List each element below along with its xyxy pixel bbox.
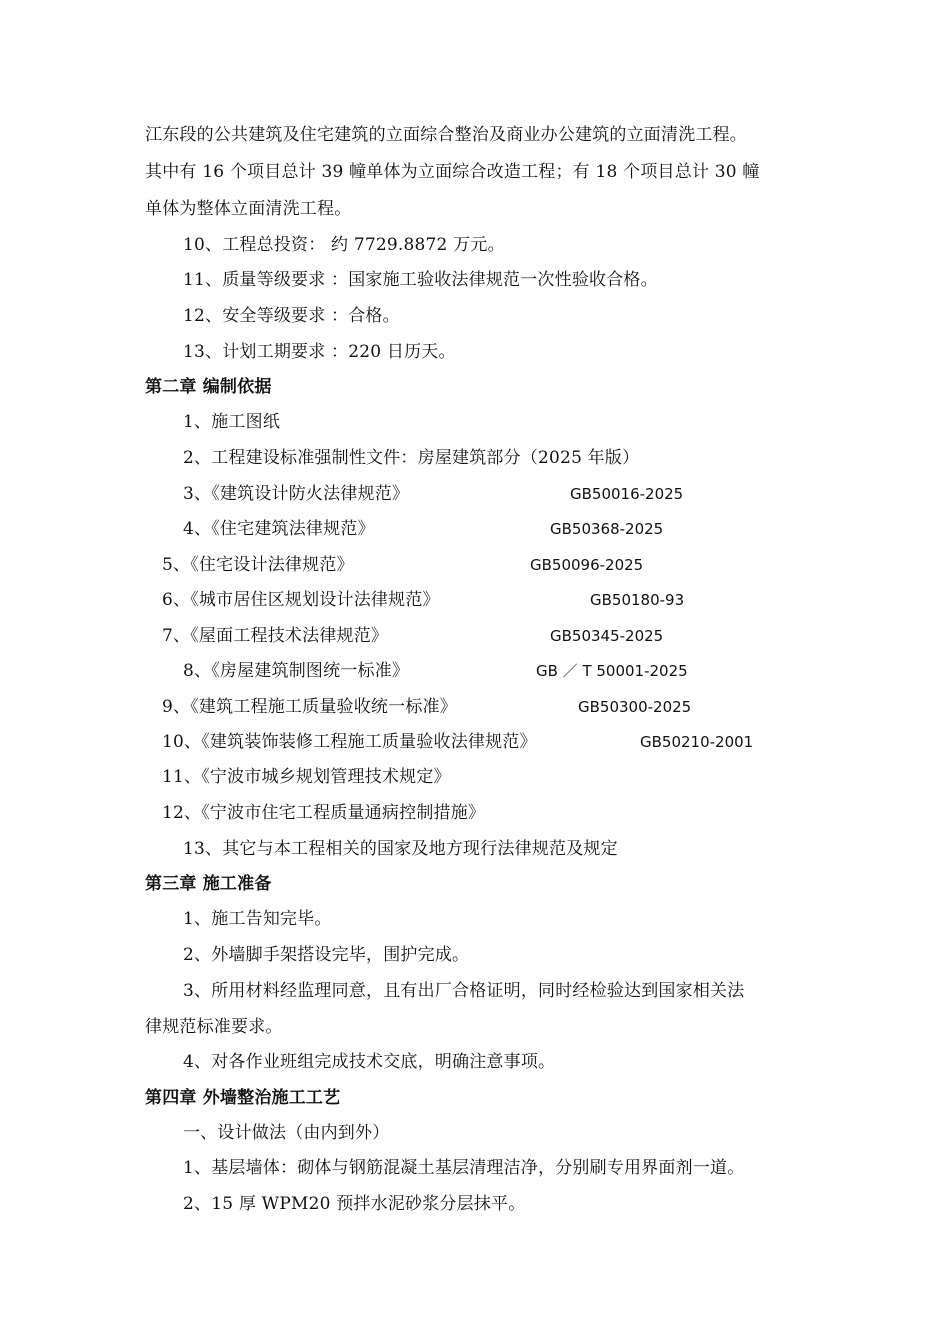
basis-item: 9、《建筑工程施工质量验收统一标准》 <box>162 697 457 717</box>
standard-code: GB ／ T 50001-2025 <box>536 662 688 680</box>
basis-item: 3、《建筑设计防火法律规范》 <box>183 484 410 504</box>
design-item: 2、15 厚 WPM20 预拌水泥砂浆分层抹平。 <box>183 1194 526 1214</box>
chapter-3-heading: 第三章 施工准备 <box>145 874 272 894</box>
standard-code: GB50210-2001 <box>640 733 754 751</box>
basis-item: 5、《住宅设计法律规范》 <box>162 555 354 575</box>
standard-code: GB50096-2025 <box>530 556 644 574</box>
prep-item: 1、施工告知完毕。 <box>183 909 332 929</box>
standard-code: GB50300-2025 <box>578 698 692 716</box>
prep-item: 2、外墙脚手架搭设完毕，围护完成。 <box>183 945 470 965</box>
chapter-2-heading: 第二章 编制依据 <box>145 377 272 397</box>
basis-item: 11、《宁波市城乡规划管理技术规定》 <box>162 767 451 787</box>
design-item: 1、基层墙体：砌体与钢筋混凝土基层清理洁净，分别刷专用界面剂一道。 <box>183 1158 745 1178</box>
basis-item: 1、施工图纸 <box>183 412 281 432</box>
basis-item: 13、其它与本工程相关的国家及地方现行法律规范及规定 <box>183 839 618 859</box>
standard-code: GB50345-2025 <box>550 627 664 645</box>
intro-line-2: 其中有 16 个项目总计 39 幢单体为立面综合改造工程；有 18 个项目总计 30 幢 <box>145 162 760 182</box>
schedule-requirement: 13、计划工期要求 ：220 日历天。 <box>183 342 456 362</box>
standard-code: GB50368-2025 <box>550 520 664 538</box>
basis-item: 4、《住宅建筑法律规范》 <box>183 519 375 539</box>
standard-code: GB50016-2025 <box>570 485 684 503</box>
basis-item: 6、《城市居住区规划设计法律规范》 <box>162 590 440 610</box>
chapter-4-heading: 第四章 外墙整治施工工艺 <box>145 1088 341 1108</box>
basis-item: 7、《屋面工程技术法律规范》 <box>162 626 389 646</box>
quality-requirement: 11、质量等级要求 ：国家施工验收法律规范一次性验收合格。 <box>183 270 658 290</box>
prep-item: 3、所用材料经监理同意，且有出厂合格证明，同时经检验达到国家相关法 <box>183 981 745 1001</box>
project-investment: 10、工程总投资： 约 7729.8872 万元。 <box>183 235 505 255</box>
intro-line-1: 江东段的公共建筑及住宅建筑的立面综合整治及商业办公建筑的立面清洗工程。 <box>145 125 747 145</box>
safety-requirement: 12、安全等级要求 ：合格。 <box>183 306 400 326</box>
standard-code: GB50180-93 <box>590 591 685 609</box>
prep-item-continued: 律规范标准要求。 <box>145 1017 283 1037</box>
basis-item: 2、工程建设标准强制性文件：房屋建筑部分（2025 年版） <box>183 448 640 468</box>
basis-item: 10、《建筑装饰装修工程施工质量验收法律规范》 <box>162 732 537 752</box>
intro-line-3: 单体为整体立面清洗工程。 <box>145 199 352 219</box>
design-method-subheading: 一、设计做法（由内到外） <box>183 1123 390 1143</box>
basis-item: 12、《宁波市住宅工程质量通病控制措施》 <box>162 803 486 823</box>
prep-item: 4、对各作业班组完成技术交底，明确注意事项。 <box>183 1052 556 1072</box>
basis-item: 8、《房屋建筑制图统一标准》 <box>183 661 410 681</box>
